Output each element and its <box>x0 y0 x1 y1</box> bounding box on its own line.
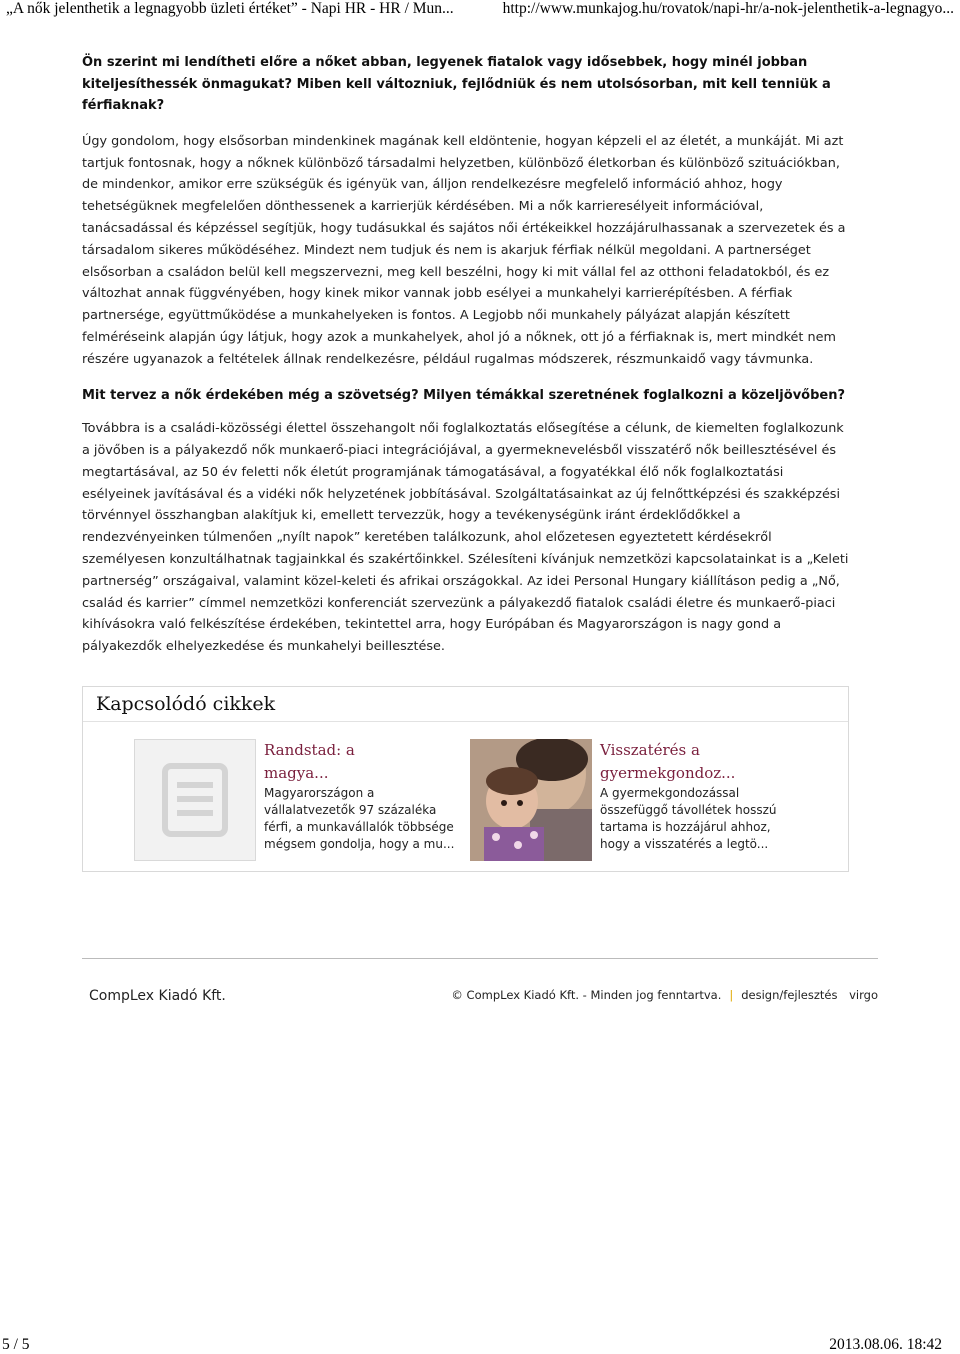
related-article-desc: Magyarországon a vállalatvezetők 97 százaléka férfi, a munkavállalók többsége mégsem gondolja, hogy a mu... <box>264 786 455 851</box>
footer-separator: | <box>729 988 734 1002</box>
footer-design-link[interactable]: design/fejlesztés <box>741 988 838 1002</box>
related-article-title[interactable]: Visszatérés a gyermekgondoz... <box>600 741 736 782</box>
footer-company: CompLex Kiadó Kft. <box>89 988 226 1004</box>
article-body <box>82 52 850 672</box>
footer-designer-link[interactable]: virgo <box>849 988 878 1002</box>
answer-1: Úgy gondolom, hogy elsősorban mindenkinek magának kell eldöntenie, hogyan képzeli el az életét, a munkáját. Mi azt tartjuk fontosnak, hogy a nőknek különböző társadalmi helyzetben, különböző életkorban és különböző szituációkban, de mindenkor, amikor erre szükségük és igényük van, álljon rendelkezésre megfelelő információ ahhoz, hogy tehetségüknek megfelelően dönthessenek a karrierjük kérdésében. Mi a nők karrieresélyeit információval, tanácsadással és képzéssel segítjük, hogy tudásukkal és sajátos női értékeikkel hozzájárulhassanak a szervezetek és a társadalom sikeres működéséhez. Mindezt nem tudjuk és nem is akarjuk férfiak nélkül megoldani. A partnerséget elsősorban a családon belül kell megszervezni, meg kell beszélni, hogy ki mit vállal fel az otthoni feladatokból, és ez változhat annak függvényében, hogy kinek mikor vannak jobb esélyei a munkahelyi karrierépítésben. A férfiak partnersége, együttműködése a munkahelyeken is fontos. A Legjobb női munkahely pályázat alapján készített felméréseink alapján úgy látjuk, hogy azok a munkahelyek, ahol jó a nőknek, ott jó a férfiaknak is, mert mindkét nem részére ugyanazok a feltételek állnak rendelkezésre, például rugalmas módszerek, részmunkaidő vagy távmunka. <box>82 133 846 367</box>
print-header <box>0 0 960 22</box>
footer-right <box>451 988 878 1002</box>
print-header-url: http://www.munkajog.hu/rovatok/napi-hr/a-nok-jelenthetik-a-legnagyo... <box>502 0 954 17</box>
related-articles <box>82 686 849 872</box>
print-page-number: 5 / 5 <box>2 1336 30 1353</box>
question-2: Mit tervez a nők érdekében még a szövetség? Milyen témákkal szeretnének foglalkozni a közeljövőben? <box>82 387 846 403</box>
related-article-title[interactable]: Randstad: a magya... <box>264 741 355 782</box>
photo-thumbnail[interactable] <box>470 739 592 861</box>
print-datetime: 2013.08.06. 18:42 <box>829 1336 942 1353</box>
related-divider <box>83 721 848 722</box>
related-articles-heading: Kapcsolódó cikkek <box>96 693 276 715</box>
question-1: Ön szerint mi lendítheti előre a nőket abban, legyenek fiatalok vagy idősebbek, hogy minél jobban kiteljesíthessék önmagukat? Miben kell változniuk, fejlődniük és nem utolsósorban, mit kell tenniük a férfiaknak? <box>82 55 831 114</box>
footer-divider <box>82 958 878 959</box>
answer-2: Továbbra is a családi-közösségi élettel összehangolt női foglalkoztatás elősegítése a célunk, de kiemelten foglalkozunk a jövőben is a pályakezdő nők munkaerő-piaci integrációjával, a gyermeknevelésből visszatérő nők beillesztésével és megtartásával, az 50 év feletti nők életút programjának támogatásával, a fogyatékkal élő nők foglalkoztatási esélyeinek javításával és a vidéki nők helyzetének jobbításával. Szolgáltatásainkat az új felnőttképzési és szakképzési törvénnyel összhangban alakítjuk ki, emellett tervezzük, hogy a tevékenységünk iránt érdeklődőkkel a rendezvényeinken túlmenően „nyílt napok” keretében találkozunk, ahol előzetesen egyeztetett kérdésekről személyesen konzultálhatnak tagjainkkal és szakértőinkkel. Szélesíteni kívánjuk nemzetközi kapcsolatainkat is a „Keleti partnerség” országaival, valamint közel-keleti és afrikai országokkal. Az idei Personal Hungary kiállításon pedig a „Nő, család és karrier” címmel nemzetközi konferenciát szervezünk a pályakezdő fiatalok családi életre és munkaerő-piaci kihívásokra való felkészítése érdekében, tekintettel arra, hogy Európában és Magyarországon is nagy gond a pályakezdők elhelyezkedése és munkahelyi beillesztése. <box>82 421 849 655</box>
print-header-title: „A nők jelenthetik a legnagyobb üzleti értéket” - Napi HR - HR / Mun... <box>6 0 454 17</box>
footer-copyright: © CompLex Kiadó Kft. - Minden jog fenntartva. <box>451 988 722 1002</box>
related-article-desc: A gyermekgondozással összefüggő távollétek hosszú tartama is hozzájárul ahhoz, hogy a visszatérés a legtö... <box>600 786 777 851</box>
document-icon[interactable] <box>134 739 256 861</box>
